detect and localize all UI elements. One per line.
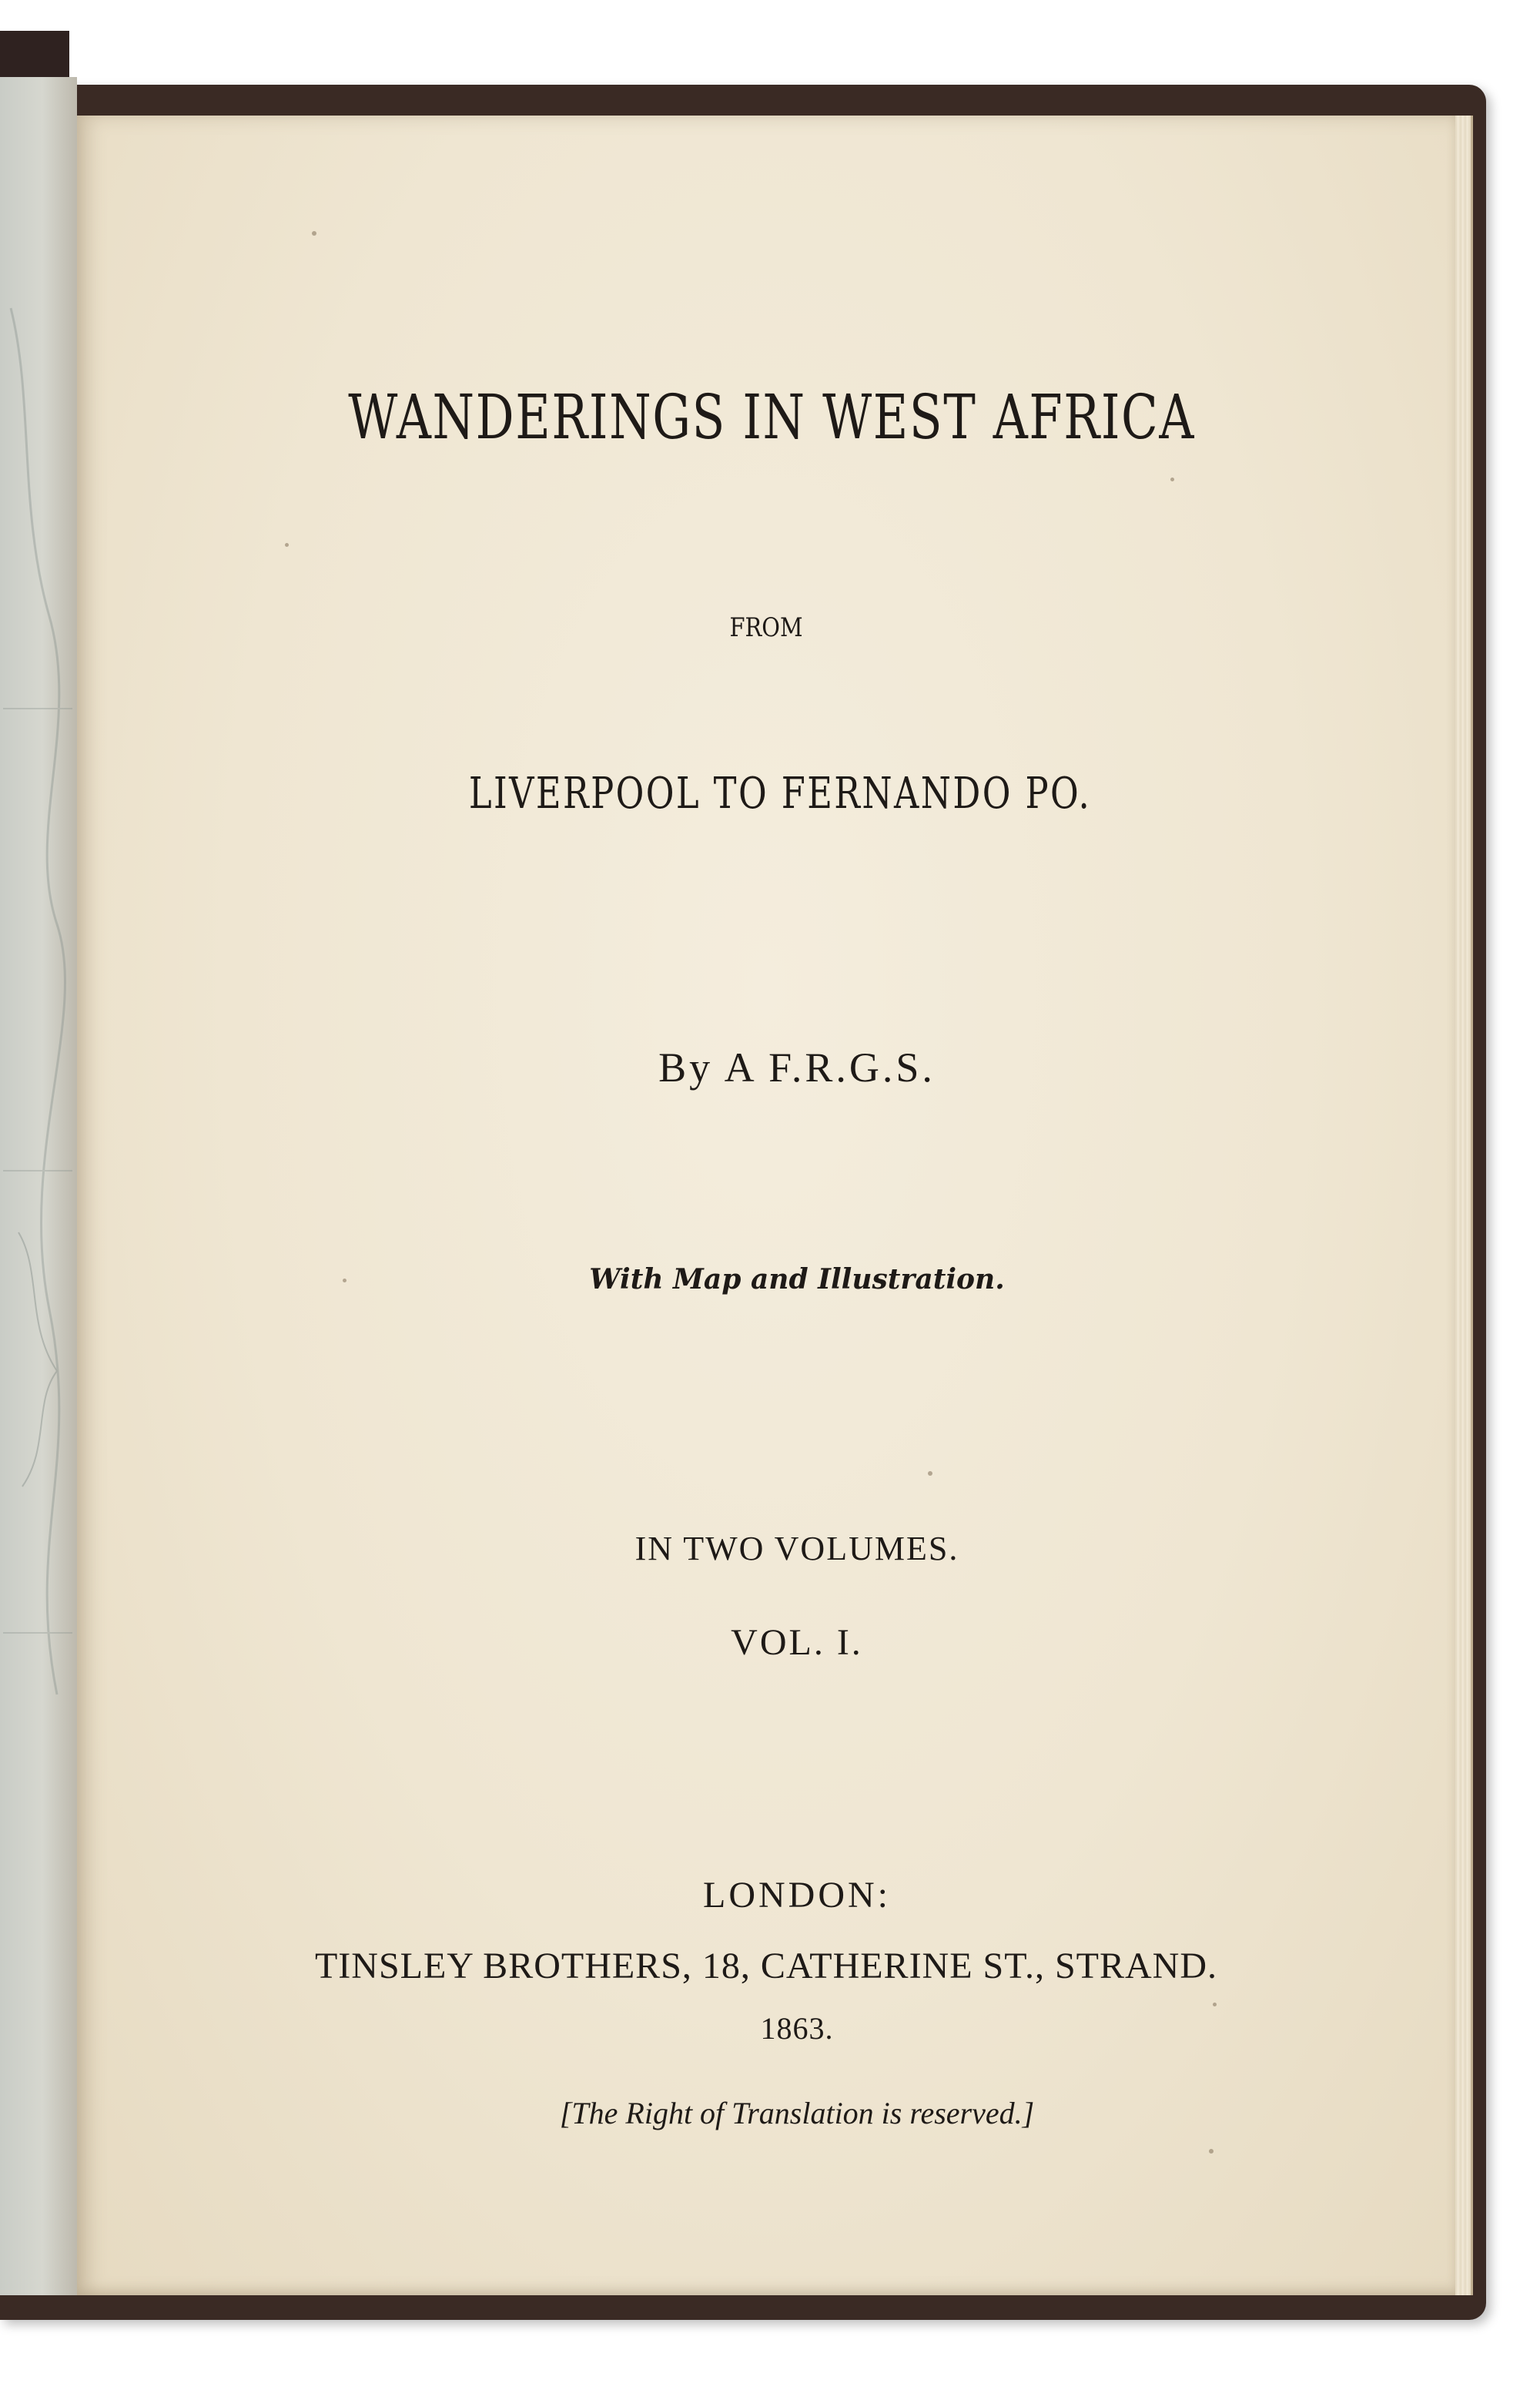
imprint-year: 1863. — [760, 2011, 834, 2046]
foxing-spot — [1213, 2003, 1217, 2006]
route-subtitle: LIVERPOOL TO FERNANDO PO. — [468, 769, 1092, 819]
foxing-spot — [1170, 478, 1174, 481]
foxing-spot — [343, 1279, 346, 1282]
foxing-spot — [312, 231, 316, 236]
volume-number: VOL. I. — [731, 1622, 863, 1663]
imprint-publisher: TINSLEY BROTHERS, 18, CATHERINE ST., STRAND. — [314, 1946, 1218, 1986]
volumes-note: IN TWO VOLUMES. — [634, 1530, 959, 1567]
foxing-spot — [285, 543, 289, 547]
rights-note: [The Right of Translation is reserved.] — [559, 2096, 1035, 2130]
foxing-spot — [1209, 2149, 1214, 2154]
facing-map-page — [0, 77, 77, 2295]
from-label: FROM — [729, 612, 803, 643]
illustration-note: With Map and Illustration. — [589, 1263, 1005, 1296]
author-line — [77, 1044, 1486, 1091]
book-title: WANDERINGS IN WEST AFRICA — [348, 381, 1195, 453]
author-name: A F.R.G.S. — [724, 1044, 936, 1091]
title-page — [77, 116, 1455, 2295]
imprint-city: LONDON: — [703, 1875, 891, 1916]
map-illustration — [3, 77, 72, 2295]
author-by: By — [658, 1044, 714, 1091]
foxing-spot — [928, 1471, 932, 1476]
